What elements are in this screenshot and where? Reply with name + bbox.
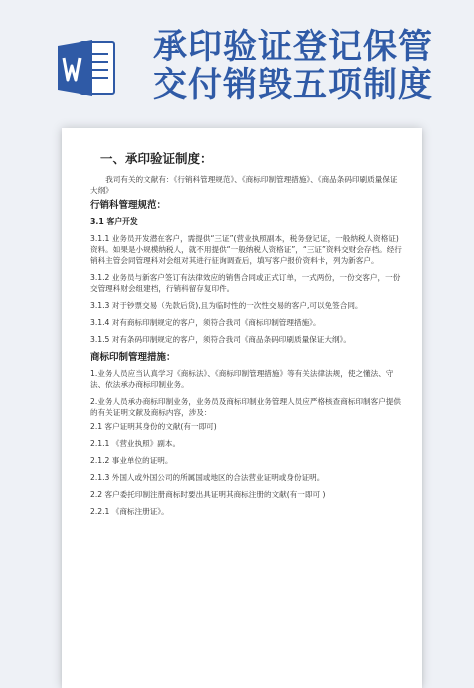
paragraph-s2-2: 2.业务人员承办商标印制业务，业务员及商标印制业务管理人员应严格核查商标印制客户提供的有关证明文献及商标内容，涉及： xyxy=(90,397,401,417)
page-title xyxy=(153,28,471,104)
paragraph-s2-1: 1.业务人员应当认真学习《商标法》、《商标印制管理措施》等有关法律法规，使之懂法、守法、依法承办商标印制业务。 xyxy=(90,369,394,389)
word-document-icon xyxy=(58,38,116,98)
paragraph-2-2-1: 2.2.1 《商标注册证》。 xyxy=(90,507,169,516)
paragraph-3-1-5: 3.1.5 对有条码印制规定的客户，须符合我司《商品条码印刷质量保证大纲》。 xyxy=(90,335,351,344)
subsection-title: 3.1 客户开发 xyxy=(90,217,138,226)
paragraph-3-1-4: 3.1.4 对有商标印制规定的客户，须符合我司《商标印制管理措施》。 xyxy=(90,318,321,327)
paragraph-3-1-1: 3.1.1 业务员开发潜在客户，需提供“三证”(营业执照副本，税务登记证，一般纳税人资格证)资料。如果是小规模纳税人，就不用提供“一般纳税人资格证”，“三证”资料交财会存档。经行销科主管会同管理科对会组对其进行征询调查后，填写客户报价资料卡，列为新客户。 xyxy=(90,234,402,265)
document-content xyxy=(90,150,402,523)
paragraph-2-1: 2.1 客户证明其身份的文献(有一即可) xyxy=(90,422,217,431)
document-page xyxy=(62,128,422,688)
paragraph-3-1-3: 3.1.3 对于钞票交易（先款后货),且为临时性的一次性交易的客户,可以免签合同。 xyxy=(90,301,363,310)
paragraph-2-1-3: 2.1.3 外国人或外国公司的所属国或地区的合法营业证明或身份证明。 xyxy=(90,473,325,482)
paragraph-2-2: 2.2 客户委托印制注册商标时要出具证明其商标注册的文献(有一即可 ) xyxy=(90,490,326,499)
section-title-trademark: 商标印制管理措施： xyxy=(90,352,176,363)
title-line-1: 承印验证登记保管 xyxy=(153,27,433,67)
doc-intro: 我司有关的文献有：《行销科管理规范》、《商标印制管理措施》、《商品条码印刷质量保证大纲》 xyxy=(90,175,398,195)
paragraph-2-1-1: 2.1.1 《营业执照》副本。 xyxy=(90,439,181,448)
title-line-2: 交付销毁五项制度 xyxy=(153,65,433,105)
paragraph-2-1-2: 2.1.2 事业单位的证明。 xyxy=(90,456,173,465)
header-banner xyxy=(0,0,474,112)
doc-heading: 一、承印验证制度： xyxy=(100,151,213,166)
section-title-sales: 行销科管理规范： xyxy=(90,200,167,211)
paragraph-3-1-2: 3.1.2 业务员与新客户签订有法律效应的销售合同或正式订单，一式两份，一份交客户，一份交管理科财会组建档，行销科留存复印件。 xyxy=(90,273,401,293)
